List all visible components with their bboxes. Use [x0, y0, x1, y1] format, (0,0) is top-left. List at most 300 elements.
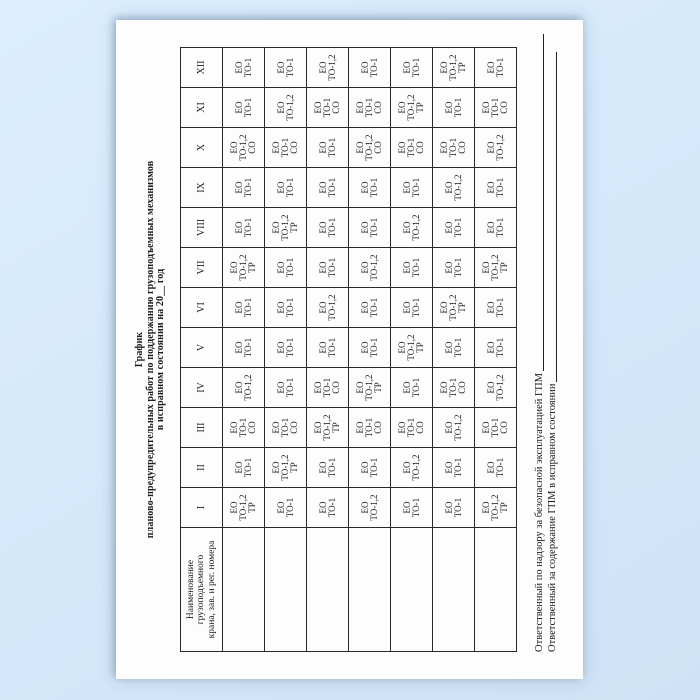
- schedule-cell: [391, 488, 433, 528]
- work-code-line: ТО-1,2: [410, 214, 421, 241]
- work-code-line: ТО-1,2: [494, 134, 505, 161]
- work-code-line: ЕО: [317, 261, 328, 274]
- schedule-cell: [475, 88, 517, 128]
- maintenance-schedule-table: [180, 47, 517, 652]
- signature-label-2: Ответственный за содержание ГПМ в исправном состоянии: [547, 383, 558, 652]
- work-code-line: СО: [331, 101, 341, 114]
- work-code-line: ЕО: [397, 421, 407, 434]
- schedule-cell: [265, 288, 307, 328]
- month-header-XI: XI: [181, 88, 223, 128]
- schedule-cell: [265, 168, 307, 208]
- work-code-line: ЕО: [443, 461, 454, 474]
- schedule-cell: [307, 128, 349, 168]
- work-code-line: ТО-1,2: [322, 414, 332, 441]
- schedule-cell: [307, 368, 349, 408]
- schedule-cell: [265, 248, 307, 288]
- work-code-line: ЕО: [359, 341, 370, 354]
- work-code-line: ТО-1: [410, 177, 421, 198]
- work-code-line: ТО-1,2: [326, 294, 337, 321]
- schedule-cell: [307, 328, 349, 368]
- schedule-cell: [433, 368, 475, 408]
- schedule-cell: [475, 128, 517, 168]
- work-code-line: ЕО: [401, 221, 412, 234]
- schedule-cell: [433, 208, 475, 248]
- month-header-III: III: [181, 408, 223, 448]
- schedule-cell: [223, 208, 265, 248]
- signature-line-1: [533, 34, 546, 652]
- work-code-line: ТР: [499, 262, 509, 273]
- schedule-cell: [349, 368, 391, 408]
- work-code-line: ТО-1: [322, 97, 332, 118]
- work-code-line: ТО-1: [284, 497, 295, 518]
- work-code-line: ЕО: [355, 381, 365, 394]
- schedule-cell: [307, 48, 349, 88]
- schedule-cell: [433, 88, 475, 128]
- work-code-line: ТО-1: [494, 337, 505, 358]
- work-code-line: ТО-1: [326, 137, 337, 158]
- schedule-cell: [391, 248, 433, 288]
- work-code-line: ЕО: [355, 101, 365, 114]
- crane-name-cell: [391, 528, 433, 652]
- schedule-cell: [433, 328, 475, 368]
- work-code-line: ЕО: [443, 421, 454, 434]
- work-code-line: ЕО: [401, 181, 412, 194]
- schedule-cell: [349, 248, 391, 288]
- work-code-line: ТО-1: [494, 457, 505, 478]
- work-code-line: ЕО: [317, 141, 328, 154]
- work-code-line: ЕО: [397, 341, 407, 354]
- work-code-line: ЕО: [233, 381, 244, 394]
- schedule-cell: [391, 328, 433, 368]
- work-code-line: ТР: [415, 102, 425, 113]
- schedule-cell: [223, 488, 265, 528]
- work-code-line: ТО-1,2: [490, 494, 500, 521]
- work-code-line: ТО-1: [368, 177, 379, 198]
- work-code-line: ТО-1: [410, 57, 421, 78]
- work-code-line: ТО-1: [326, 457, 337, 478]
- work-code-line: ТО-1: [284, 377, 295, 398]
- work-code-line: ЕО: [275, 61, 286, 74]
- work-code-line: ТО-1,2: [284, 94, 295, 121]
- schedule-cell: [265, 408, 307, 448]
- schedule-cell: [265, 368, 307, 408]
- work-code-line: ЕО: [481, 261, 491, 274]
- work-code-line: ЕО: [233, 301, 244, 314]
- work-code-line: ЕО: [233, 101, 244, 114]
- work-code-line: ТР: [247, 502, 257, 513]
- crane-name-cell: [307, 528, 349, 652]
- month-header-I: I: [181, 488, 223, 528]
- work-code-line: ЕО: [271, 461, 281, 474]
- schedule-cell: [391, 88, 433, 128]
- work-code-line: ЕО: [317, 301, 328, 314]
- work-code-line: ТО-1: [326, 337, 337, 358]
- work-code-line: ЕО: [485, 221, 496, 234]
- work-code-line: ЕО: [317, 221, 328, 234]
- work-code-line: ТР: [289, 222, 299, 233]
- work-code-line: СО: [289, 421, 299, 434]
- work-code-line: ТО-1,2: [490, 254, 500, 281]
- work-code-line: ТР: [415, 342, 425, 353]
- work-code-line: ТО-1,2: [452, 174, 463, 201]
- work-code-line: СО: [457, 381, 467, 394]
- document-page: [116, 20, 583, 679]
- work-code-line: ТО-1: [448, 377, 458, 398]
- work-code-line: ТО-1,2: [406, 334, 416, 361]
- work-code-line: ТО-1: [242, 297, 253, 318]
- work-code-line: ТО-1: [284, 177, 295, 198]
- schedule-cell: [475, 368, 517, 408]
- work-code-line: ЕО: [233, 461, 244, 474]
- work-code-line: ЕО: [443, 501, 454, 514]
- work-code-line: ЕО: [485, 181, 496, 194]
- crane-row-4: [349, 48, 391, 652]
- work-code-line: ТО-1,2: [406, 94, 416, 121]
- table-body: [181, 48, 517, 652]
- month-header-IX: IX: [181, 168, 223, 208]
- schedule-cell: [391, 48, 433, 88]
- schedule-cell: [349, 328, 391, 368]
- work-code-line: ЕО: [233, 341, 244, 354]
- schedule-cell: [223, 328, 265, 368]
- work-code-line: ЕО: [481, 101, 491, 114]
- schedule-cell: [223, 48, 265, 88]
- work-code-line: ЕО: [359, 301, 370, 314]
- signature-rule-2: [556, 52, 557, 382]
- work-code-line: ЕО: [481, 421, 491, 434]
- name-column-header-line: крана, зав. и рег. номера: [206, 540, 217, 639]
- work-code-line: СО: [331, 381, 341, 394]
- schedule-cell: [433, 248, 475, 288]
- work-code-line: СО: [499, 101, 509, 114]
- crane-row-7: [475, 48, 517, 652]
- work-code-line: ТО-1,2: [242, 374, 253, 401]
- month-header-XII: XII: [181, 48, 223, 88]
- month-header-IV: IV: [181, 368, 223, 408]
- work-code-line: ЕО: [485, 301, 496, 314]
- work-code-line: ЕО: [275, 101, 286, 114]
- month-header-V: V: [181, 328, 223, 368]
- name-column-header-line: грузоподъемного: [196, 554, 207, 625]
- crane-row-3: [307, 48, 349, 652]
- work-code-line: ЕО: [439, 61, 449, 74]
- work-code-line: ТО-1: [452, 337, 463, 358]
- schedule-cell: [349, 408, 391, 448]
- work-code-line: ЕО: [443, 341, 454, 354]
- name-column-header: [181, 528, 223, 652]
- work-code-line: ЕО: [271, 421, 281, 434]
- work-code-line: ЕО: [439, 381, 449, 394]
- work-code-line: ЕО: [233, 181, 244, 194]
- work-code-line: ТО-1: [406, 137, 416, 158]
- work-code-line: ЕО: [275, 301, 286, 314]
- schedule-cell: [307, 288, 349, 328]
- work-code-line: ЕО: [229, 141, 239, 154]
- work-code-line: ТО-1: [448, 137, 458, 158]
- schedule-cell: [475, 488, 517, 528]
- work-code-line: ТО-1,2: [494, 374, 505, 401]
- schedule-cell: [391, 208, 433, 248]
- work-code-line: ЕО: [439, 301, 449, 314]
- work-code-line: ТО-1: [410, 257, 421, 278]
- work-code-line: ЕО: [317, 181, 328, 194]
- work-code-line: ТО-1: [242, 457, 253, 478]
- work-code-line: ТО-1: [368, 217, 379, 238]
- work-code-line: ТО-1: [410, 377, 421, 398]
- work-code-line: ЕО: [485, 141, 496, 154]
- work-code-line: ЕО: [275, 181, 286, 194]
- schedule-cell: [307, 408, 349, 448]
- schedule-cell: [475, 248, 517, 288]
- work-code-line: ЕО: [485, 341, 496, 354]
- schedule-cell: [223, 248, 265, 288]
- work-code-line: ТО-1: [452, 97, 463, 118]
- schedule-cell: [433, 288, 475, 328]
- work-code-line: ТО-1,2: [368, 254, 379, 281]
- work-code-line: ЕО: [401, 301, 412, 314]
- work-code-line: ЕО: [229, 421, 239, 434]
- work-code-line: ЕО: [233, 221, 244, 234]
- work-code-line: ТР: [457, 62, 467, 73]
- crane-name-cell: [433, 528, 475, 652]
- title-line-1: График: [134, 331, 145, 368]
- schedule-cell: [433, 48, 475, 88]
- work-code-line: ТО-1: [238, 417, 248, 438]
- schedule-cell: [223, 408, 265, 448]
- work-code-line: ЕО: [275, 261, 286, 274]
- work-code-line: ТР: [457, 302, 467, 313]
- title-line-3: в исправном состоянии на 20__ год: [155, 268, 166, 431]
- document-title: [135, 20, 167, 679]
- schedule-cell: [265, 128, 307, 168]
- work-code-line: ТО-1: [368, 57, 379, 78]
- work-code-line: ЕО: [355, 141, 365, 154]
- signature-label-1: Ответственный по надзору за безопасной эксплуатацией ГПМ: [534, 372, 545, 652]
- work-code-line: ЕО: [401, 261, 412, 274]
- work-code-line: СО: [415, 421, 425, 434]
- work-code-line: ЕО: [317, 341, 328, 354]
- work-code-line: ЕО: [359, 501, 370, 514]
- work-code-line: ТО-1: [322, 377, 332, 398]
- schedule-cell: [475, 288, 517, 328]
- work-code-line: ТР: [289, 462, 299, 473]
- work-code-line: ТО-1: [364, 417, 374, 438]
- work-code-line: СО: [247, 141, 257, 154]
- work-code-line: ЕО: [271, 221, 281, 234]
- schedule-cell: [265, 88, 307, 128]
- schedule-cell: [433, 488, 475, 528]
- work-code-line: ЕО: [443, 221, 454, 234]
- crane-row-1: [223, 48, 265, 652]
- work-code-line: ЕО: [443, 101, 454, 114]
- work-code-line: ЕО: [397, 141, 407, 154]
- work-code-line: ЕО: [443, 181, 454, 194]
- schedule-cell: [265, 488, 307, 528]
- work-code-line: ЕО: [443, 261, 454, 274]
- work-code-line: СО: [457, 141, 467, 154]
- month-header-VI: VI: [181, 288, 223, 328]
- work-code-line: ТО-1,2: [280, 454, 290, 481]
- schedule-cell: [433, 448, 475, 488]
- work-code-line: СО: [289, 141, 299, 154]
- work-code-line: ЕО: [485, 381, 496, 394]
- work-code-line: ТО-1,2: [452, 414, 463, 441]
- schedule-cell: [433, 408, 475, 448]
- work-code-line: ЕО: [359, 181, 370, 194]
- work-code-line: СО: [373, 101, 383, 114]
- crane-name-cell: [475, 528, 517, 652]
- crane-row-2: [265, 48, 307, 652]
- work-code-line: ТО-1: [368, 457, 379, 478]
- header-row: [181, 48, 223, 652]
- work-code-line: ТО-1,2: [238, 134, 248, 161]
- work-code-line: ТО-1: [368, 297, 379, 318]
- work-code-line: ТО-1: [326, 177, 337, 198]
- work-code-line: ЕО: [313, 101, 323, 114]
- work-code-line: ТО-1: [452, 257, 463, 278]
- schedule-cell: [223, 168, 265, 208]
- work-code-line: ЕО: [439, 141, 449, 154]
- work-code-line: ТО-1,2: [238, 494, 248, 521]
- work-code-line: ЕО: [359, 61, 370, 74]
- schedule-cell: [349, 208, 391, 248]
- crane-row-5: [391, 48, 433, 652]
- work-code-line: ЕО: [401, 461, 412, 474]
- crane-name-cell: [223, 528, 265, 652]
- work-code-line: ТО-1,2: [448, 294, 458, 321]
- work-code-line: ТР: [373, 382, 383, 393]
- month-header-VIII: VIII: [181, 208, 223, 248]
- work-code-line: ТО-1: [490, 97, 500, 118]
- work-code-line: ЕО: [229, 501, 239, 514]
- work-code-line: ТО-1: [242, 217, 253, 238]
- schedule-cell: [391, 288, 433, 328]
- work-code-line: ТО-1: [494, 297, 505, 318]
- schedule-cell: [265, 328, 307, 368]
- work-code-line: ЕО: [359, 461, 370, 474]
- work-code-line: ЕО: [275, 501, 286, 514]
- work-code-line: ТО-1,2: [238, 254, 248, 281]
- schedule-cell: [307, 168, 349, 208]
- work-code-line: ТО-1,2: [364, 374, 374, 401]
- work-code-line: ТО-1: [326, 497, 337, 518]
- work-code-line: ЕО: [359, 261, 370, 274]
- name-column-header-line: Наименование: [185, 559, 196, 620]
- work-code-line: ТО-1: [490, 417, 500, 438]
- work-code-line: ТО-1,2: [280, 214, 290, 241]
- work-code-line: ТО-1: [410, 497, 421, 518]
- title-line-2: планово-предупредительных работ по поддержанию грузоподъемных механизмов: [144, 160, 156, 539]
- schedule-cell: [391, 448, 433, 488]
- schedule-cell: [223, 128, 265, 168]
- work-code-line: ЕО: [275, 341, 286, 354]
- work-code-line: ТО-1: [452, 457, 463, 478]
- work-code-line: ЕО: [313, 421, 323, 434]
- schedule-cell: [307, 208, 349, 248]
- work-code-line: ТО-1: [242, 57, 253, 78]
- schedule-cell: [475, 408, 517, 448]
- schedule-cell: [391, 168, 433, 208]
- work-code-line: ЕО: [355, 421, 365, 434]
- work-code-line: ТР: [247, 262, 257, 273]
- work-code-line: СО: [373, 421, 383, 434]
- work-code-line: ТО-1: [406, 417, 416, 438]
- schedule-cell: [223, 88, 265, 128]
- schedule-cell: [265, 208, 307, 248]
- signature-rule-1: [543, 34, 544, 371]
- schedule-cell: [433, 128, 475, 168]
- work-code-line: ТО-1,2: [410, 454, 421, 481]
- schedule-cell: [391, 368, 433, 408]
- work-code-line: ТО-1: [242, 337, 253, 358]
- work-code-line: ЕО: [485, 61, 496, 74]
- work-code-line: ЕО: [397, 101, 407, 114]
- work-code-line: ЕО: [229, 261, 239, 274]
- schedule-cell: [349, 488, 391, 528]
- schedule-cell: [475, 328, 517, 368]
- schedule-cell: [265, 448, 307, 488]
- schedule-cell: [349, 88, 391, 128]
- work-code-line: ЕО: [233, 61, 244, 74]
- schedule-cell: [307, 248, 349, 288]
- schedule-cell: [349, 448, 391, 488]
- schedule-cell: [307, 88, 349, 128]
- work-code-line: ЕО: [275, 381, 286, 394]
- work-code-line: ЕО: [401, 61, 412, 74]
- schedule-cell: [475, 448, 517, 488]
- work-code-line: ЕО: [485, 461, 496, 474]
- schedule-cell: [433, 168, 475, 208]
- month-header-VII: VII: [181, 248, 223, 288]
- work-code-line: ТО-1: [284, 337, 295, 358]
- schedule-cell: [475, 48, 517, 88]
- schedule-cell: [223, 448, 265, 488]
- work-code-line: ЕО: [359, 221, 370, 234]
- work-code-line: ТО-1,2: [448, 54, 458, 81]
- month-header-X: X: [181, 128, 223, 168]
- work-code-line: ТО-1: [494, 217, 505, 238]
- schedule-cell: [391, 128, 433, 168]
- schedule-cell: [307, 448, 349, 488]
- work-code-line: СО: [373, 141, 383, 154]
- schedule-cell: [223, 368, 265, 408]
- crane-name-cell: [265, 528, 307, 652]
- work-code-line: ТО-1: [452, 497, 463, 518]
- work-code-line: СО: [247, 421, 257, 434]
- month-header-II: II: [181, 448, 223, 488]
- crane-row-6: [433, 48, 475, 652]
- work-code-line: ТО-1: [284, 57, 295, 78]
- work-code-line: ТО-1: [280, 137, 290, 158]
- work-code-line: ТР: [331, 422, 341, 433]
- crane-name-cell: [349, 528, 391, 652]
- work-code-line: ТО-1: [326, 257, 337, 278]
- work-code-line: ЕО: [317, 61, 328, 74]
- schedule-cell: [265, 48, 307, 88]
- signature-line-2: [546, 34, 559, 652]
- work-code-line: ТО-1: [242, 177, 253, 198]
- work-code-line: ЕО: [317, 501, 328, 514]
- work-code-line: ТО-1: [494, 57, 505, 78]
- schedule-cell: [223, 288, 265, 328]
- work-code-line: ЕО: [401, 381, 412, 394]
- work-code-line: ТР: [499, 502, 509, 513]
- work-code-line: ТО-1: [364, 97, 374, 118]
- work-code-line: ЕО: [481, 501, 491, 514]
- work-code-line: СО: [499, 421, 509, 434]
- schedule-cell: [349, 168, 391, 208]
- work-code-line: СО: [415, 141, 425, 154]
